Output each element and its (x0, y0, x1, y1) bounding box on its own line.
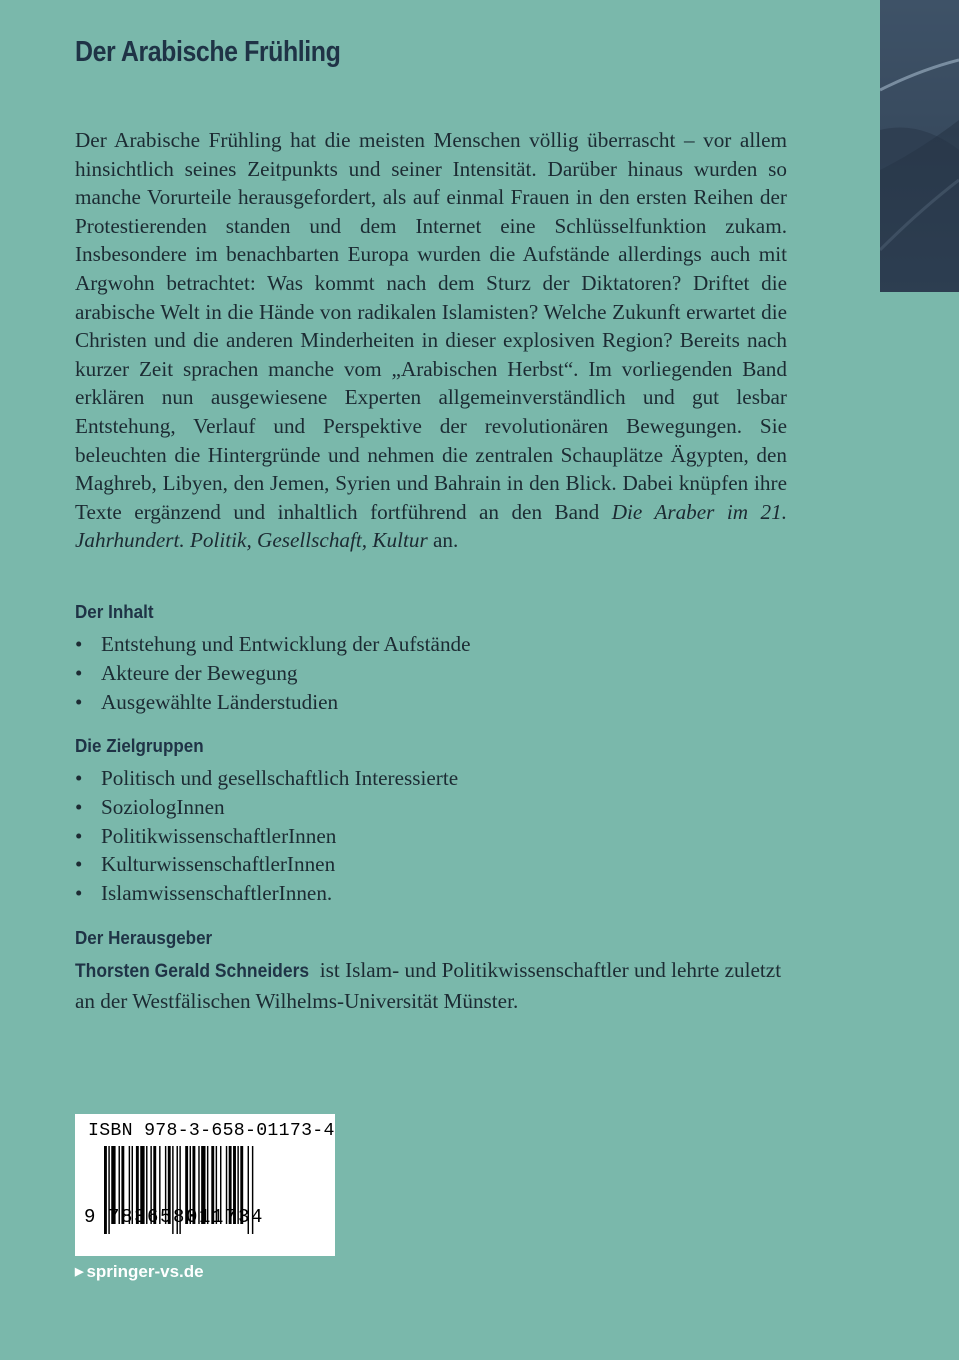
corner-decoration (880, 0, 959, 292)
editor-heading: Der Herausgeber (75, 927, 213, 948)
bullet-icon: • (75, 852, 83, 877)
list-item: • Entstehung und Entwicklung der Aufstände (75, 630, 471, 659)
editor-bio-text: ist Islam- und Politikwissenschaftler und lehrte zuletzt an der Westfälischen Wilhelms-Universität Münster. (75, 958, 782, 1013)
book-title: Der Arabische Frühling (75, 36, 341, 68)
barcode-bar (104, 1146, 107, 1234)
bullet-icon: • (75, 794, 83, 819)
list-item: • Ausgewählte Länderstudien (75, 688, 471, 717)
bullet-icon: • (75, 689, 83, 714)
barcode-icon (104, 1146, 308, 1322)
arrow-right-icon: ▶ (75, 1266, 84, 1278)
audience-heading: Die Zielgruppen (75, 735, 204, 756)
bullet-icon: • (75, 766, 83, 790)
contents-list (75, 630, 471, 716)
contents-heading: Der Inhalt (75, 601, 154, 622)
isbn-barcode (75, 1114, 335, 1256)
website-link-text: springer-vs.de (86, 1262, 204, 1281)
bullet-icon: • (75, 881, 83, 906)
editor-name: Thorsten Gerald Schneiders (75, 961, 310, 982)
audience-list (75, 764, 458, 908)
list-item: • Akteure der Bewegung (75, 659, 471, 688)
blurb-part-2: an. (427, 528, 459, 553)
list-item: • IslamwissenschaftlerInnen. (75, 879, 458, 908)
bullet-icon: • (75, 823, 83, 848)
blurb-text (75, 126, 787, 555)
list-item: • SoziologInnen (75, 793, 458, 822)
list-item: • Politisch und gesellschaftlich Interessierte (75, 764, 458, 793)
barcode-digits-rest: 783658011734 (108, 1206, 265, 1228)
blurb-part-1: Der Arabische Frühling hat die meisten Menschen völlig überrascht – vor allem hinsichtlich seines Zeitpunkts und seiner Intensität. Darüber hinaus wurden so manche Vorurteile herausgefordert, als auf einmal Frauen in den ersten Reihen der Protestierenden standen und dem Internet eine Schlüsselfunktion zukam. Insbesondere im benachbarten Europa wurden die Aufstände allerdings auch mit Argwohn betrachtet: Was kommt nach dem Sturz der Diktatoren? Driftet die arabische Welt in die Hände von radikalen Islamisten? Welche Zukunft erwartet die Christen und die anderen Minderheiten in dieser explosiven Region? Bereits nach kurzer Zeit sprachen manche vom „Arabischen Herbst“. Im vorliegenden Band erklären nun ausgewiesene Experten allgemeinverständlich und gut lesbar Entstehung, Verlauf und Perspektive der revolutionären Bewegungen. Sie beleuchten die Hintergründe und nehmen die zentralen Schauplätze Ägypten, den Maghreb, Libyen, den Jemen, Syrien und Bahrain in den Blick. Dabei knüpfen ihre Texte ergänzend und inhaltlich fortführend an den Band (75, 128, 787, 524)
publisher-website[interactable] (75, 1262, 204, 1282)
isbn-label: ISBN 978-3-658-01173-4 (88, 1121, 335, 1141)
list-item: • PolitikwissenschaftlerInnen (75, 822, 458, 851)
barcode-digit-first: 9 (84, 1206, 96, 1228)
editor-bio (75, 956, 787, 1016)
list-item: • KulturwissenschaftlerInnen (75, 850, 458, 879)
referenced-book-title: Die Araber im 21. Jahrhundert. Politik, Gesellschaft, Kultur (75, 499, 788, 553)
bullet-icon: • (75, 660, 83, 685)
bullet-icon: • (75, 632, 83, 656)
